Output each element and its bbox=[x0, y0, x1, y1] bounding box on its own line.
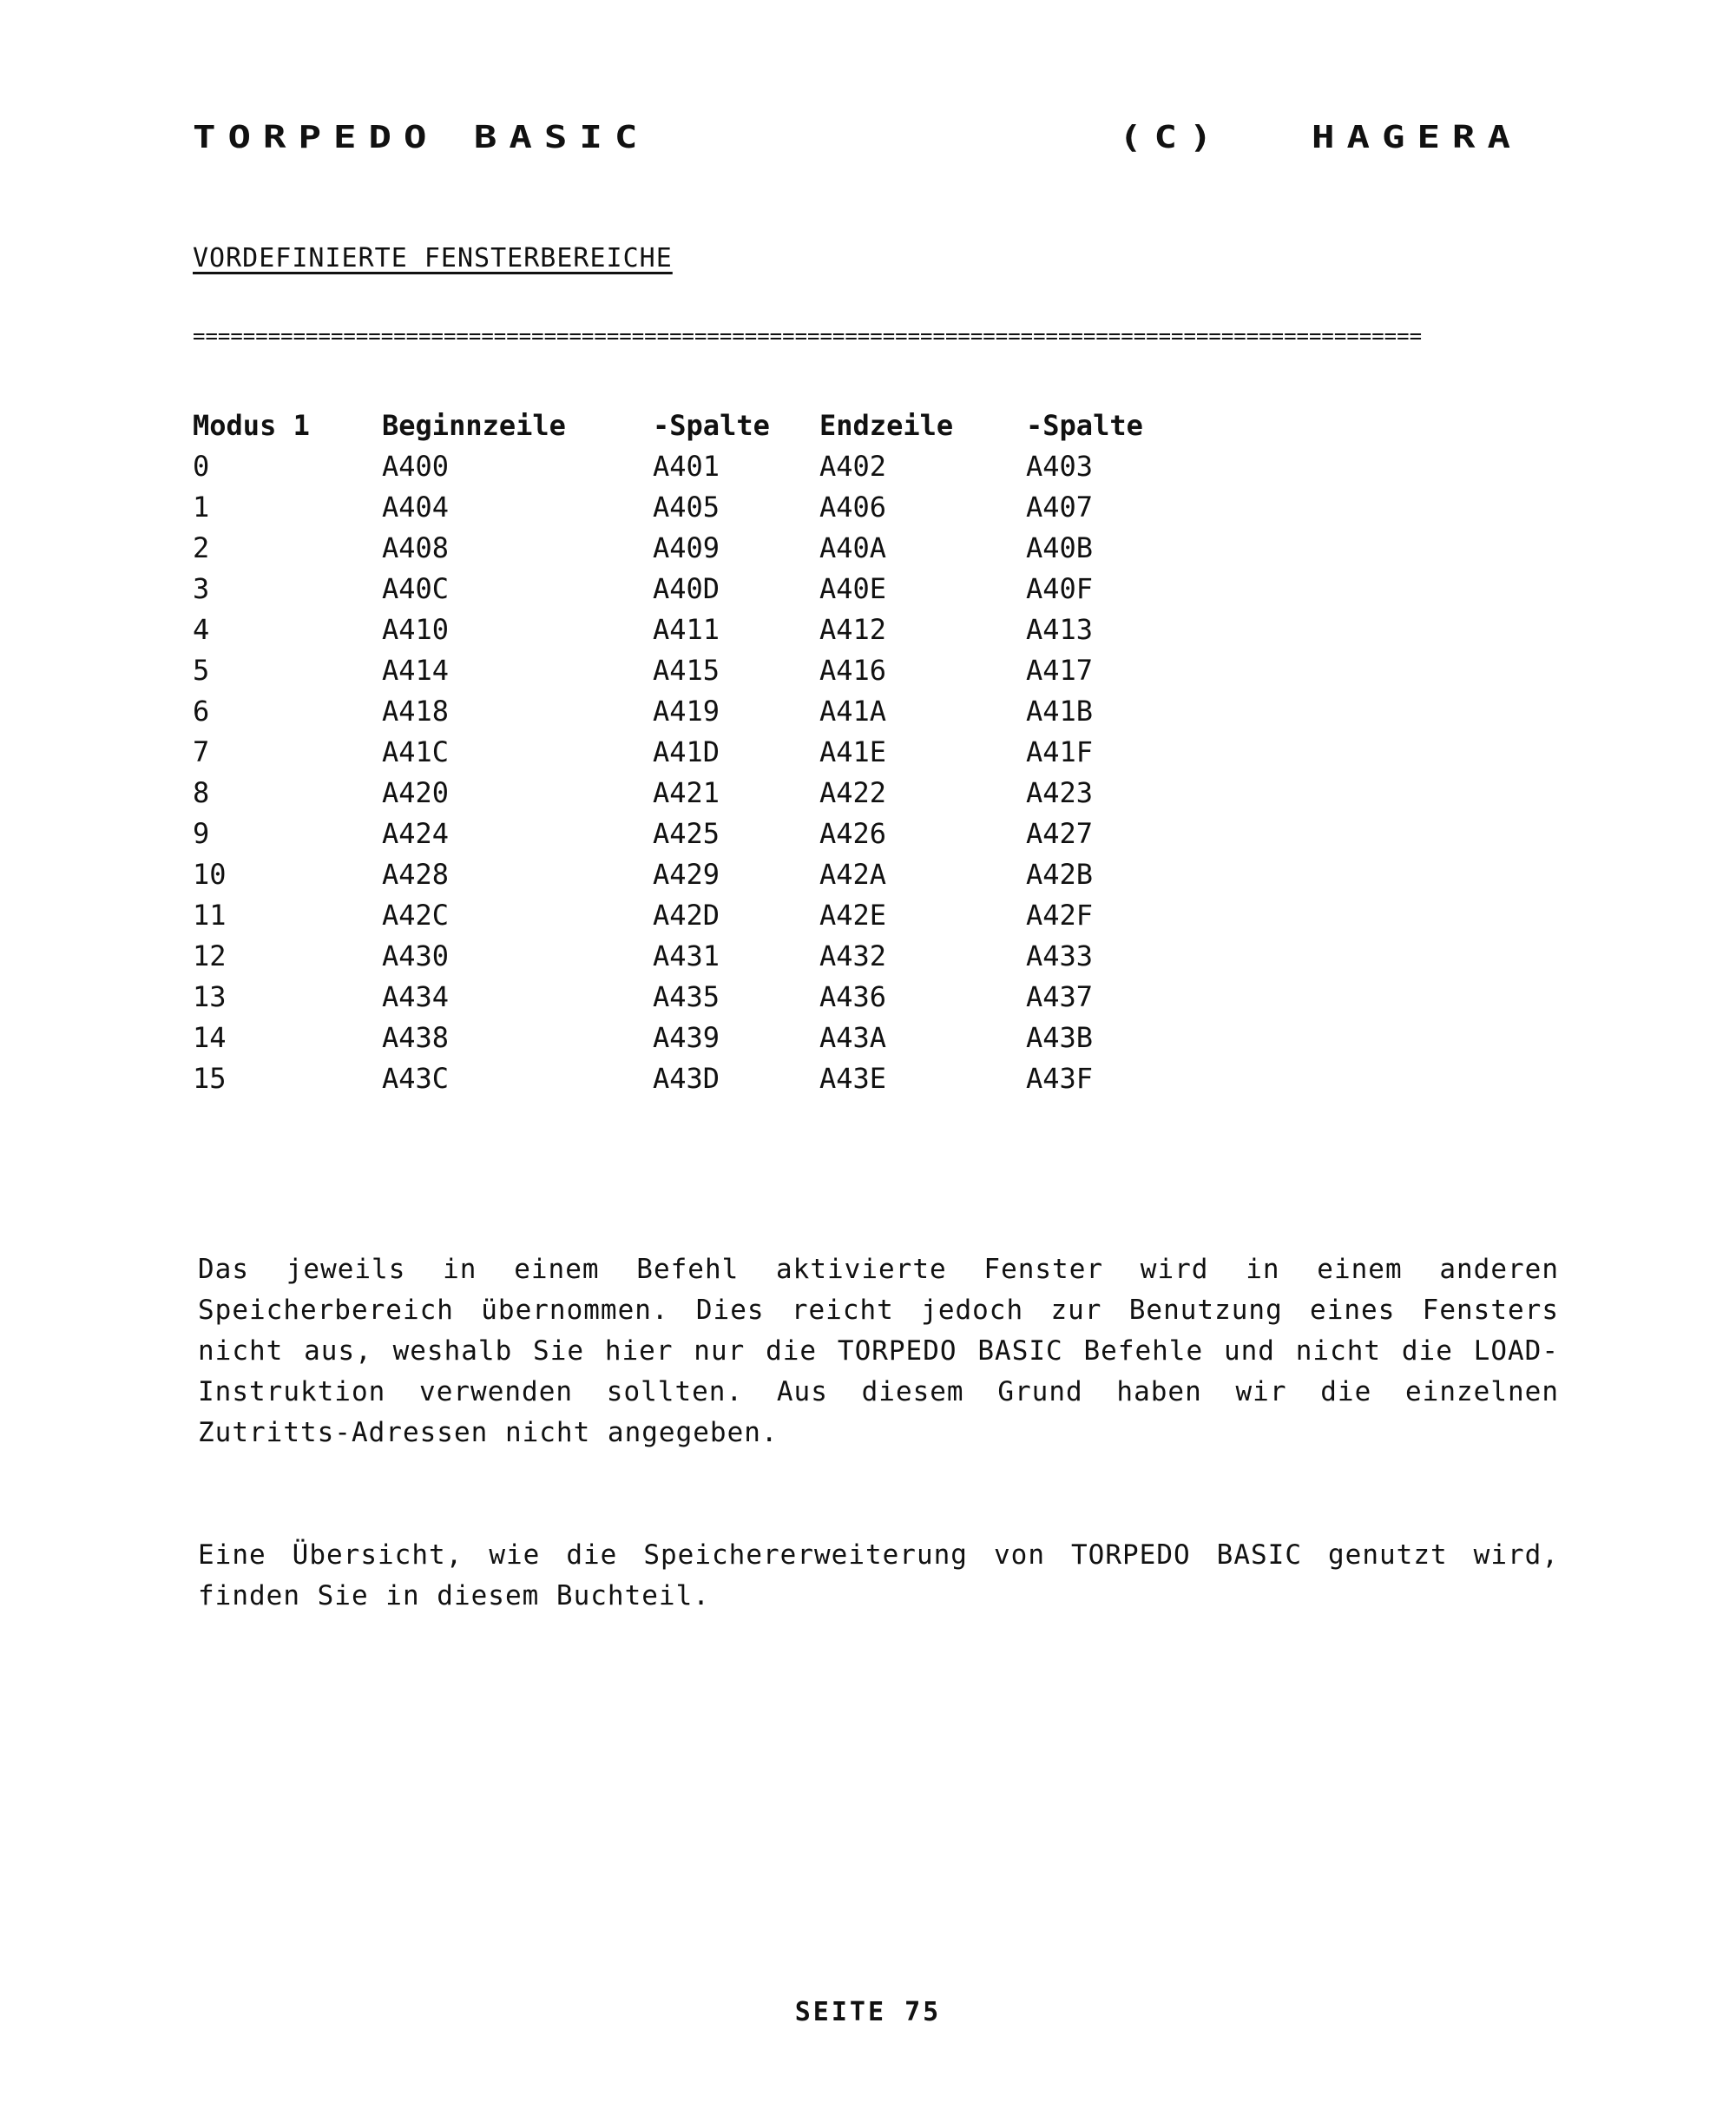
end-col-cell: A41F bbox=[1026, 735, 1094, 768]
table-row bbox=[193, 853, 1200, 894]
publisher-name: HAGERA bbox=[1312, 119, 1522, 155]
end-col-cell: A43F bbox=[1026, 1061, 1094, 1095]
begin-row-cell: A410 bbox=[382, 612, 450, 646]
begin-row-cell: A40C bbox=[382, 571, 450, 605]
end-row-cell: A41A bbox=[819, 694, 887, 728]
end-col-cell: A427 bbox=[1026, 816, 1094, 850]
mode-cell: 8 bbox=[193, 775, 210, 809]
end-col-cell: A43B bbox=[1026, 1020, 1094, 1054]
begin-row-cell: A400 bbox=[382, 449, 450, 483]
table-row bbox=[193, 445, 1200, 486]
mode-cell: 5 bbox=[193, 653, 210, 687]
page-header bbox=[193, 116, 1522, 158]
end-row-cell: A412 bbox=[819, 612, 887, 646]
end-row-cell: A43E bbox=[819, 1061, 887, 1095]
column-header-end-row: Endzeile bbox=[819, 408, 954, 442]
mode-cell: 6 bbox=[193, 694, 210, 728]
end-row-cell: A406 bbox=[819, 490, 887, 524]
end-row-cell: A43A bbox=[819, 1020, 887, 1054]
section-title: VORDEFINIERTE FENSTERBEREICHE bbox=[193, 243, 673, 273]
begin-row-cell: A414 bbox=[382, 653, 450, 687]
end-col-cell: A41B bbox=[1026, 694, 1094, 728]
end-row-cell: A42A bbox=[819, 857, 887, 891]
begin-row-cell: A43C bbox=[382, 1061, 450, 1095]
mode-cell: 13 bbox=[193, 979, 227, 1013]
table-row bbox=[193, 894, 1200, 935]
table-row bbox=[193, 690, 1200, 731]
mode-cell: 10 bbox=[193, 857, 227, 891]
begin-row-cell: A418 bbox=[382, 694, 450, 728]
begin-row-cell: A434 bbox=[382, 979, 450, 1013]
begin-row-cell: A41C bbox=[382, 735, 450, 768]
table-row bbox=[193, 1058, 1200, 1098]
begin-row-cell: A430 bbox=[382, 939, 450, 972]
end-row-cell: A40E bbox=[819, 571, 887, 605]
end-row-cell: A40A bbox=[819, 530, 887, 564]
begin-col-cell: A419 bbox=[653, 694, 720, 728]
table-header-row bbox=[193, 405, 1200, 445]
begin-col-cell: A411 bbox=[653, 612, 720, 646]
begin-col-cell: A405 bbox=[653, 490, 720, 524]
paragraph-overview-note: Eine Übersicht, wie die Speichererweiterung von TORPEDO BASIC genutzt wird, finden Sie in diesem Buchteil. bbox=[198, 1539, 1559, 1611]
table-row bbox=[193, 609, 1200, 649]
end-col-cell: A403 bbox=[1026, 449, 1094, 483]
end-col-cell: A42F bbox=[1026, 898, 1094, 932]
mode-cell: 7 bbox=[193, 735, 210, 768]
mode-cell: 0 bbox=[193, 449, 210, 483]
end-col-cell: A40B bbox=[1026, 530, 1094, 564]
window-area-table bbox=[193, 405, 1200, 1098]
end-row-cell: A42E bbox=[819, 898, 887, 932]
mode-cell: 15 bbox=[193, 1061, 227, 1095]
begin-col-cell: A429 bbox=[653, 857, 720, 891]
begin-col-cell: A431 bbox=[653, 939, 720, 972]
mode-cell: 4 bbox=[193, 612, 210, 646]
column-header-begin-row: Beginnzeile bbox=[382, 408, 566, 442]
mode-cell: 2 bbox=[193, 530, 210, 564]
begin-row-cell: A428 bbox=[382, 857, 450, 891]
begin-col-cell: A435 bbox=[653, 979, 720, 1013]
begin-col-cell: A425 bbox=[653, 816, 720, 850]
end-col-cell: A40F bbox=[1026, 571, 1094, 605]
table-row bbox=[193, 935, 1200, 976]
end-col-cell: A417 bbox=[1026, 653, 1094, 687]
column-header-end-col: -Spalte bbox=[1026, 408, 1143, 442]
end-col-cell: A407 bbox=[1026, 490, 1094, 524]
page-number: SEITE 75 bbox=[794, 1997, 942, 2027]
table-row bbox=[193, 1017, 1200, 1058]
paragraph-window-note: Das jeweils in einem Befehl aktivierte Fenster wird in einem anderen Speicherbereich übernommen. Dies reicht jedoch zur Benutzung eines Fensters nicht aus, weshalb Sie hier nur die TORPEDO BASIC Befehle und nicht die LOAD-Instruktion verwenden sollten. Aus diesem Grund haben wir die einzelnen Zutritts-Adressen nicht angegeben. bbox=[198, 1254, 1559, 1448]
mode-cell: 1 bbox=[193, 490, 210, 524]
end-row-cell: A41E bbox=[819, 735, 887, 768]
header-title: TORPEDO BASIC bbox=[193, 119, 650, 155]
table-row bbox=[193, 486, 1200, 527]
begin-col-cell: A401 bbox=[653, 449, 720, 483]
begin-col-cell: A439 bbox=[653, 1020, 720, 1054]
column-header-begin-col: -Spalte bbox=[653, 408, 770, 442]
begin-col-cell: A409 bbox=[653, 530, 720, 564]
begin-col-cell: A421 bbox=[653, 775, 720, 809]
end-row-cell: A416 bbox=[819, 653, 887, 687]
begin-row-cell: A438 bbox=[382, 1020, 450, 1054]
end-row-cell: A402 bbox=[819, 449, 887, 483]
mode-cell: 12 bbox=[193, 939, 227, 972]
begin-row-cell: A42C bbox=[382, 898, 450, 932]
mode-cell: 11 bbox=[193, 898, 227, 932]
begin-row-cell: A424 bbox=[382, 816, 450, 850]
begin-col-cell: A40D bbox=[653, 571, 720, 605]
column-header-mode: Modus 1 bbox=[193, 408, 310, 442]
end-row-cell: A436 bbox=[819, 979, 887, 1013]
begin-col-cell: A43D bbox=[653, 1061, 720, 1095]
table-row bbox=[193, 731, 1200, 772]
header-right bbox=[1067, 120, 1522, 155]
begin-col-cell: A415 bbox=[653, 653, 720, 687]
table-row bbox=[193, 976, 1200, 1017]
end-row-cell: A432 bbox=[819, 939, 887, 972]
table-row bbox=[193, 527, 1200, 568]
end-col-cell: A437 bbox=[1026, 979, 1094, 1013]
begin-row-cell: A420 bbox=[382, 775, 450, 809]
end-col-cell: A423 bbox=[1026, 775, 1094, 809]
begin-col-cell: A41D bbox=[653, 735, 720, 768]
end-col-cell: A413 bbox=[1026, 612, 1094, 646]
mode-cell: 3 bbox=[193, 571, 210, 605]
table-body bbox=[193, 445, 1200, 1098]
mode-cell: 9 bbox=[193, 816, 210, 850]
table-row bbox=[193, 772, 1200, 813]
table-row bbox=[193, 813, 1200, 853]
begin-row-cell: A404 bbox=[382, 490, 450, 524]
table-row bbox=[193, 649, 1200, 690]
table-row bbox=[193, 568, 1200, 609]
mode-cell: 14 bbox=[193, 1020, 227, 1054]
end-col-cell: A433 bbox=[1026, 939, 1094, 972]
divider-line: ================================================================================================== bbox=[193, 328, 1423, 344]
begin-row-cell: A408 bbox=[382, 530, 450, 564]
end-row-cell: A426 bbox=[819, 816, 887, 850]
end-col-cell: A42B bbox=[1026, 857, 1094, 891]
begin-col-cell: A42D bbox=[653, 898, 720, 932]
copyright-mark: (C) bbox=[1119, 119, 1225, 155]
end-row-cell: A422 bbox=[819, 775, 887, 809]
